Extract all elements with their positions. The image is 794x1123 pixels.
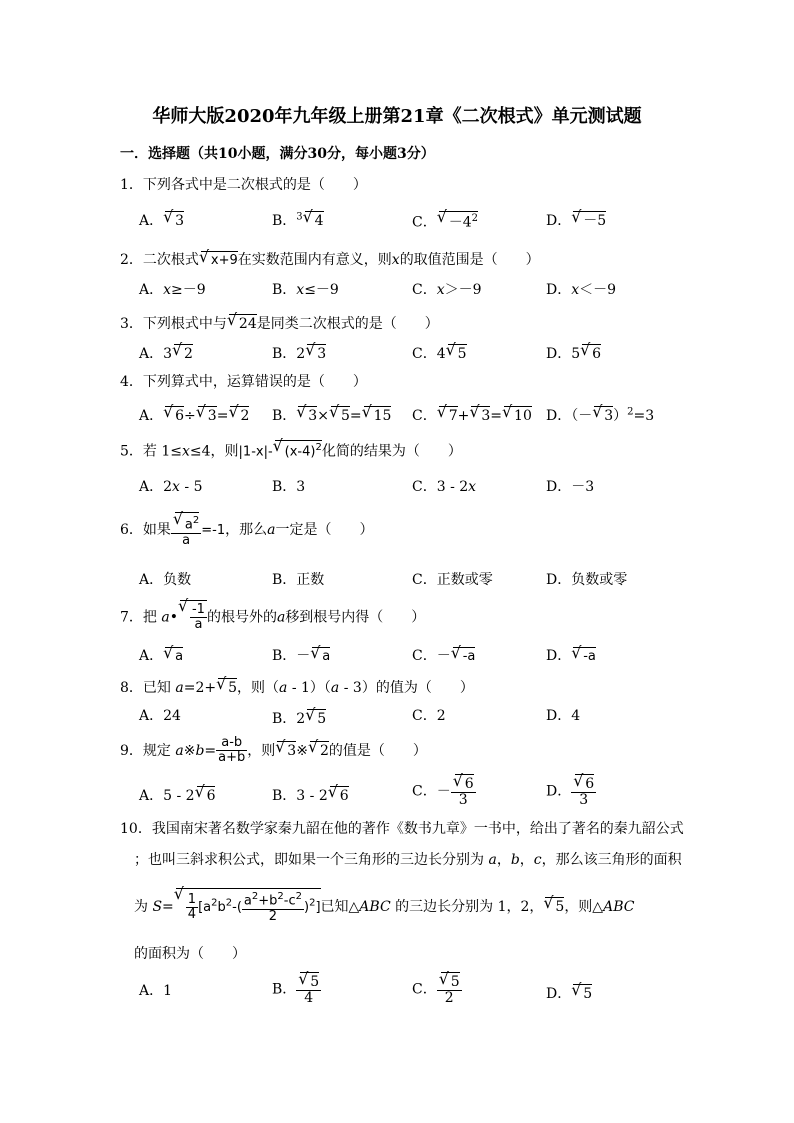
page-title: 华师大版2020年九年级上册第21章《二次根式》单元测试题 xyxy=(152,106,642,127)
question-9-option-b[interactable]: B．3 - 2√ 6 xyxy=(272,786,349,803)
question-10-stem-line-4: 的面积为（ ） xyxy=(134,946,246,962)
question-1-option-d[interactable]: D．√ －5 xyxy=(546,211,606,228)
question-8-stem: 8．已知 a=2+√ 5，则（a - 1）（a - 3）的值为（ ） xyxy=(120,678,474,695)
question-10-stem-line-3: 为 S= √ $\frac{1}{4}$ [$a^2b^2-$( $\frac{a^2+b^2-c^2}{2}$ )$^2$]已知△ABC 的三边长分别为 1，2，√ 5，则△ABC xyxy=(134,888,634,924)
question-5-stem: 5．若 1≤x≤4，则|1-x|-√ $(x-4)^2$化简的结果为（ ） xyxy=(120,440,462,458)
question-4-option-b[interactable]: B．√ 3×√ 5=√ 15 xyxy=(272,406,391,423)
question-3-stem: 3．下列根式中与√ 24是同类二次根式的是（ ） xyxy=(120,314,439,331)
question-1-option-a[interactable]: A．√ 3 xyxy=(139,211,184,228)
question-4-option-c[interactable]: C．√ 7+√ 3=√ 10 xyxy=(412,406,532,423)
question-6-stem: 6．如果 √ $\frac{a^2}{a}$ =-1，那么a一定是（ ） xyxy=(120,512,373,548)
question-6-option-a[interactable]: A．负数 xyxy=(139,572,192,588)
question-7-option-c[interactable]: C．－√ -a xyxy=(412,647,475,663)
question-1-stem: 1．下列各式中是二次根式的是（ ） xyxy=(120,177,367,193)
question-1-option-b[interactable]: B．$^3$√ 4 xyxy=(272,211,324,228)
question-7-stem: 7．把 a• √ $\frac{-1}{a}$ 的根号外的a移到根号内得（ ） xyxy=(120,600,425,633)
question-5-option-a[interactable]: A．2x - 5 xyxy=(139,479,203,495)
question-9-option-a[interactable]: A．5 - 2√ 6 xyxy=(139,786,215,803)
question-4-option-a[interactable]: A．√ 6÷√ 3=√ 2 xyxy=(139,406,249,423)
question-10-stem-line-2: ；也叫三斜求积公式，即如果一个三角形的三边长分别为 a，b，c，那么该三角形的面积 xyxy=(134,852,682,868)
question-6-option-c[interactable]: C．正数或零 xyxy=(412,572,493,588)
question-3-option-b[interactable]: B．2√ 3 xyxy=(272,344,326,361)
question-9-option-d[interactable]: D． √ $\frac{6}{3}$ xyxy=(546,774,596,809)
question-7-option-a[interactable]: A．√ a xyxy=(139,647,183,663)
question-8-option-b[interactable]: B．2√ 5 xyxy=(272,709,326,726)
question-10-option-d[interactable]: D．√ 5 xyxy=(546,984,592,1001)
section-heading: 一．选择题（共10小题，满分30分，每小题3分） xyxy=(120,146,435,162)
question-7-option-d[interactable]: D．√ -a xyxy=(546,647,596,663)
question-2-option-a[interactable]: A．x≥－9 xyxy=(139,282,206,298)
question-10-stem-line-1: 10．我国南宋著名数学家秦九韶在他的著作《数书九章》一书中，给出了著名的秦九韶公式 xyxy=(120,821,684,837)
question-4-option-d[interactable]: D．（－√ 3）$^2$=3 xyxy=(546,406,654,423)
question-8-option-d[interactable]: D．4 xyxy=(546,708,581,724)
question-5-option-d[interactable]: D．－3 xyxy=(546,479,595,495)
question-6-option-b[interactable]: B．正数 xyxy=(272,572,325,588)
question-3-option-d[interactable]: D．5√ 6 xyxy=(546,344,601,361)
question-5-option-b[interactable]: B．3 xyxy=(272,479,306,495)
question-3-option-c[interactable]: C．4√ 5 xyxy=(412,344,467,361)
question-5-option-c[interactable]: C．3 - 2x xyxy=(412,479,477,495)
question-9-stem: 9．规定 a※b= $\frac{a-b}{a+b}$ ，则√ 3※√ 2的值是（ ） xyxy=(120,736,427,766)
question-8-option-a[interactable]: A．24 xyxy=(139,708,181,724)
question-8-option-c[interactable]: C．2 xyxy=(412,708,446,724)
question-4-stem: 4．下列算式中，运算错误的是（ ） xyxy=(120,374,367,390)
question-2-option-d[interactable]: D．x＜－9 xyxy=(546,282,617,298)
question-10-option-b[interactable]: B． √ $\frac{5}{4}$ xyxy=(272,972,321,1007)
question-2-stem: 2．二次根式√ x+9在实数范围内有意义，则x的取值范围是（ ） xyxy=(120,251,540,267)
question-1-option-c[interactable]: C．√ $-4^2$ xyxy=(412,211,478,230)
question-10-option-c[interactable]: C． √ $\frac{5}{2}$ xyxy=(412,972,462,1007)
question-9-option-c[interactable]: C．－ √ $\frac{6}{3}$ xyxy=(412,774,476,809)
question-6-option-d[interactable]: D．负数或零 xyxy=(546,572,628,588)
question-2-option-c[interactable]: C．x＞－9 xyxy=(412,282,482,298)
question-10-option-a[interactable]: A．1 xyxy=(139,983,173,999)
question-7-option-b[interactable]: B．－√ a xyxy=(272,647,330,663)
question-3-option-a[interactable]: A．3√ 2 xyxy=(139,344,193,361)
question-2-option-b[interactable]: B．x≤－9 xyxy=(272,282,339,298)
